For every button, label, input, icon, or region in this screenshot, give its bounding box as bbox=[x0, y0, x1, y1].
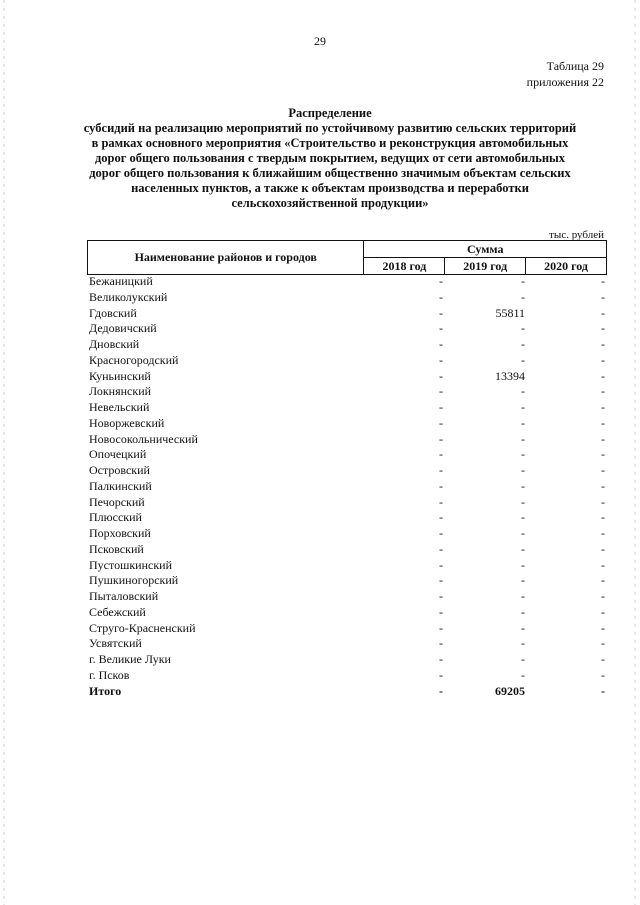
value-2018: - bbox=[439, 305, 443, 320]
table-reference bbox=[527, 58, 604, 90]
title-heading: Распределение bbox=[288, 106, 372, 120]
value-2020: - bbox=[601, 463, 605, 477]
value-2019: - bbox=[521, 431, 525, 446]
value-2020: - bbox=[601, 667, 605, 682]
value-2018: - bbox=[439, 415, 443, 430]
district-name: Новосокольнический bbox=[89, 431, 198, 446]
district-name: Себежский bbox=[89, 604, 146, 619]
table-row bbox=[87, 668, 607, 684]
value-2018: - bbox=[439, 352, 443, 367]
value-2019: - bbox=[521, 604, 525, 619]
value-2020: - bbox=[601, 652, 605, 666]
table-row bbox=[87, 463, 607, 479]
title-line: сельскохозяйственной продукции» bbox=[231, 196, 429, 210]
value-2019: - bbox=[521, 667, 525, 682]
district-name: Новоржевский bbox=[89, 415, 165, 430]
district-name: Пустошкинский bbox=[89, 557, 172, 572]
value-2019: - bbox=[521, 337, 525, 351]
district-name: Опочецкий bbox=[89, 447, 147, 462]
value-2019: - bbox=[521, 494, 525, 509]
district-name: Порховский bbox=[89, 526, 151, 540]
value-2020: - bbox=[601, 510, 605, 525]
value-2020: - bbox=[601, 415, 605, 430]
value-2020: - bbox=[601, 305, 605, 320]
table-body bbox=[87, 274, 607, 699]
value-2018: - bbox=[439, 589, 443, 603]
value-2020: - bbox=[601, 541, 605, 556]
value-2020: - bbox=[601, 384, 605, 399]
table-row bbox=[87, 558, 607, 574]
table-row bbox=[87, 274, 607, 290]
value-2019: - bbox=[521, 541, 525, 556]
table-row bbox=[87, 337, 607, 353]
value-2020: - bbox=[601, 683, 605, 698]
value-2020: - bbox=[601, 526, 605, 540]
unit-label: тыс. рублей bbox=[549, 229, 604, 241]
title-line: субсидий на реализацию мероприятий по устойчивому развитию сельских территорий bbox=[83, 121, 577, 135]
table-row bbox=[87, 510, 607, 526]
total-label: Итого bbox=[89, 683, 122, 698]
value-2018: - bbox=[439, 636, 443, 651]
district-name: Островский bbox=[89, 463, 150, 477]
column-header-sum: Сумма bbox=[364, 241, 607, 258]
value-2020: - bbox=[601, 478, 605, 493]
value-2018: - bbox=[439, 652, 443, 666]
district-name: Дновский bbox=[89, 337, 140, 351]
district-name: Великолукский bbox=[89, 289, 168, 304]
table-row bbox=[87, 542, 607, 558]
district-name: Куньинский bbox=[89, 368, 151, 383]
right-margin-dots bbox=[634, 0, 636, 905]
district-name: Усвятский bbox=[89, 636, 142, 651]
column-header-2018: 2018 год bbox=[364, 258, 445, 275]
table-row bbox=[87, 605, 607, 621]
district-name: Плюсский bbox=[89, 510, 142, 525]
table-row bbox=[87, 573, 607, 589]
document-title bbox=[60, 106, 600, 211]
value-2020: - bbox=[601, 400, 605, 414]
value-2019: - bbox=[521, 557, 525, 572]
value-2018: - bbox=[439, 510, 443, 525]
district-name: г. Великие Луки bbox=[89, 652, 171, 666]
left-margin-dots bbox=[3, 0, 5, 905]
column-header-2020: 2020 год bbox=[526, 258, 607, 275]
table-ref-line1: Таблица 29 bbox=[546, 59, 604, 73]
table-row bbox=[87, 652, 607, 668]
table-row bbox=[87, 636, 607, 652]
table-row bbox=[87, 621, 607, 637]
value-2020: - bbox=[601, 337, 605, 351]
value-2018: - bbox=[439, 289, 443, 304]
value-2018: - bbox=[439, 384, 443, 399]
value-2020: - bbox=[601, 636, 605, 651]
title-line: дорог общего пользования с твердым покрытием, ведущих от сети автомобильных bbox=[94, 151, 566, 165]
value-2018: - bbox=[439, 667, 443, 682]
district-name: Дедовичский bbox=[89, 321, 157, 336]
district-name: Палкинский bbox=[89, 478, 152, 493]
value-2019: - bbox=[521, 289, 525, 304]
value-2018: - bbox=[439, 604, 443, 619]
district-name: Печорский bbox=[89, 494, 145, 509]
table-row bbox=[87, 400, 607, 416]
value-2018: - bbox=[439, 400, 443, 414]
value-2018: - bbox=[439, 573, 443, 588]
value-2018: - bbox=[439, 620, 443, 635]
value-2018: - bbox=[439, 337, 443, 351]
value-2020: - bbox=[601, 321, 605, 336]
district-name: Локнянский bbox=[89, 384, 152, 399]
value-2019: - bbox=[521, 384, 525, 399]
table-row bbox=[87, 526, 607, 542]
column-header-2019: 2019 год bbox=[445, 258, 526, 275]
district-name: Бежаницкий bbox=[89, 274, 153, 288]
value-2019: - bbox=[521, 573, 525, 588]
value-2019: 13394 bbox=[495, 368, 525, 383]
value-2018: - bbox=[439, 557, 443, 572]
table-total-row bbox=[87, 684, 607, 700]
table-row bbox=[87, 353, 607, 369]
value-2018: - bbox=[439, 463, 443, 477]
district-name: Струго-Красненский bbox=[89, 620, 196, 635]
table-row bbox=[87, 290, 607, 306]
value-2020: - bbox=[601, 447, 605, 462]
table-row bbox=[87, 589, 607, 605]
district-name: Пыталовский bbox=[89, 589, 159, 603]
title-line: дорог общего пользования к ближайшим общественно значимым объектам сельских bbox=[89, 166, 571, 180]
value-2020: - bbox=[601, 589, 605, 603]
table-row bbox=[87, 447, 607, 463]
table-row bbox=[87, 495, 607, 511]
value-2019: 69205 bbox=[495, 683, 525, 698]
value-2020: - bbox=[601, 604, 605, 619]
district-name: Псковский bbox=[89, 541, 144, 556]
value-2019: - bbox=[521, 463, 525, 477]
value-2019: - bbox=[521, 526, 525, 540]
district-name: Пушкиногорский bbox=[89, 573, 179, 588]
district-name: Гдовский bbox=[89, 305, 137, 320]
value-2018: - bbox=[439, 494, 443, 509]
district-name: Невельский bbox=[89, 400, 150, 414]
value-2020: - bbox=[601, 494, 605, 509]
table-row bbox=[87, 479, 607, 495]
value-2019: - bbox=[521, 274, 525, 288]
value-2020: - bbox=[601, 368, 605, 383]
value-2020: - bbox=[601, 557, 605, 572]
value-2020: - bbox=[601, 274, 605, 288]
table-ref-line2: приложения 22 bbox=[526, 75, 604, 89]
value-2019: - bbox=[521, 352, 525, 367]
table-row bbox=[87, 416, 607, 432]
value-2018: - bbox=[439, 368, 443, 383]
value-2018: - bbox=[439, 526, 443, 540]
value-2020: - bbox=[601, 431, 605, 446]
value-2019: - bbox=[521, 510, 525, 525]
value-2019: - bbox=[521, 636, 525, 651]
value-2019: 55811 bbox=[495, 305, 525, 320]
district-name: г. Псков bbox=[89, 667, 130, 682]
table-row bbox=[87, 369, 607, 385]
value-2019: - bbox=[521, 589, 525, 603]
table-header bbox=[87, 240, 607, 275]
table-row bbox=[87, 432, 607, 448]
value-2018: - bbox=[439, 431, 443, 446]
value-2020: - bbox=[601, 620, 605, 635]
value-2019: - bbox=[521, 478, 525, 493]
value-2018: - bbox=[439, 478, 443, 493]
value-2018: - bbox=[439, 321, 443, 336]
column-header-name: Наименование районов и городов bbox=[88, 241, 364, 275]
value-2019: - bbox=[521, 321, 525, 336]
value-2020: - bbox=[601, 289, 605, 304]
value-2019: - bbox=[521, 415, 525, 430]
value-2018: - bbox=[439, 683, 443, 698]
table-row bbox=[87, 306, 607, 322]
value-2019: - bbox=[521, 620, 525, 635]
table-row bbox=[87, 384, 607, 400]
value-2020: - bbox=[601, 573, 605, 588]
page-number: 29 bbox=[314, 34, 326, 48]
value-2018: - bbox=[439, 274, 443, 288]
value-2019: - bbox=[521, 400, 525, 414]
table-row bbox=[87, 321, 607, 337]
value-2018: - bbox=[439, 447, 443, 462]
value-2019: - bbox=[521, 652, 525, 666]
title-line: в рамках основного мероприятия «Строительство и реконструкция автомобильных bbox=[91, 136, 569, 150]
district-name: Красногородский bbox=[89, 352, 179, 367]
value-2019: - bbox=[521, 447, 525, 462]
value-2020: - bbox=[601, 352, 605, 367]
title-line: населенных пунктов, а также к объектам производства и переработки bbox=[131, 181, 529, 195]
value-2018: - bbox=[439, 541, 443, 556]
